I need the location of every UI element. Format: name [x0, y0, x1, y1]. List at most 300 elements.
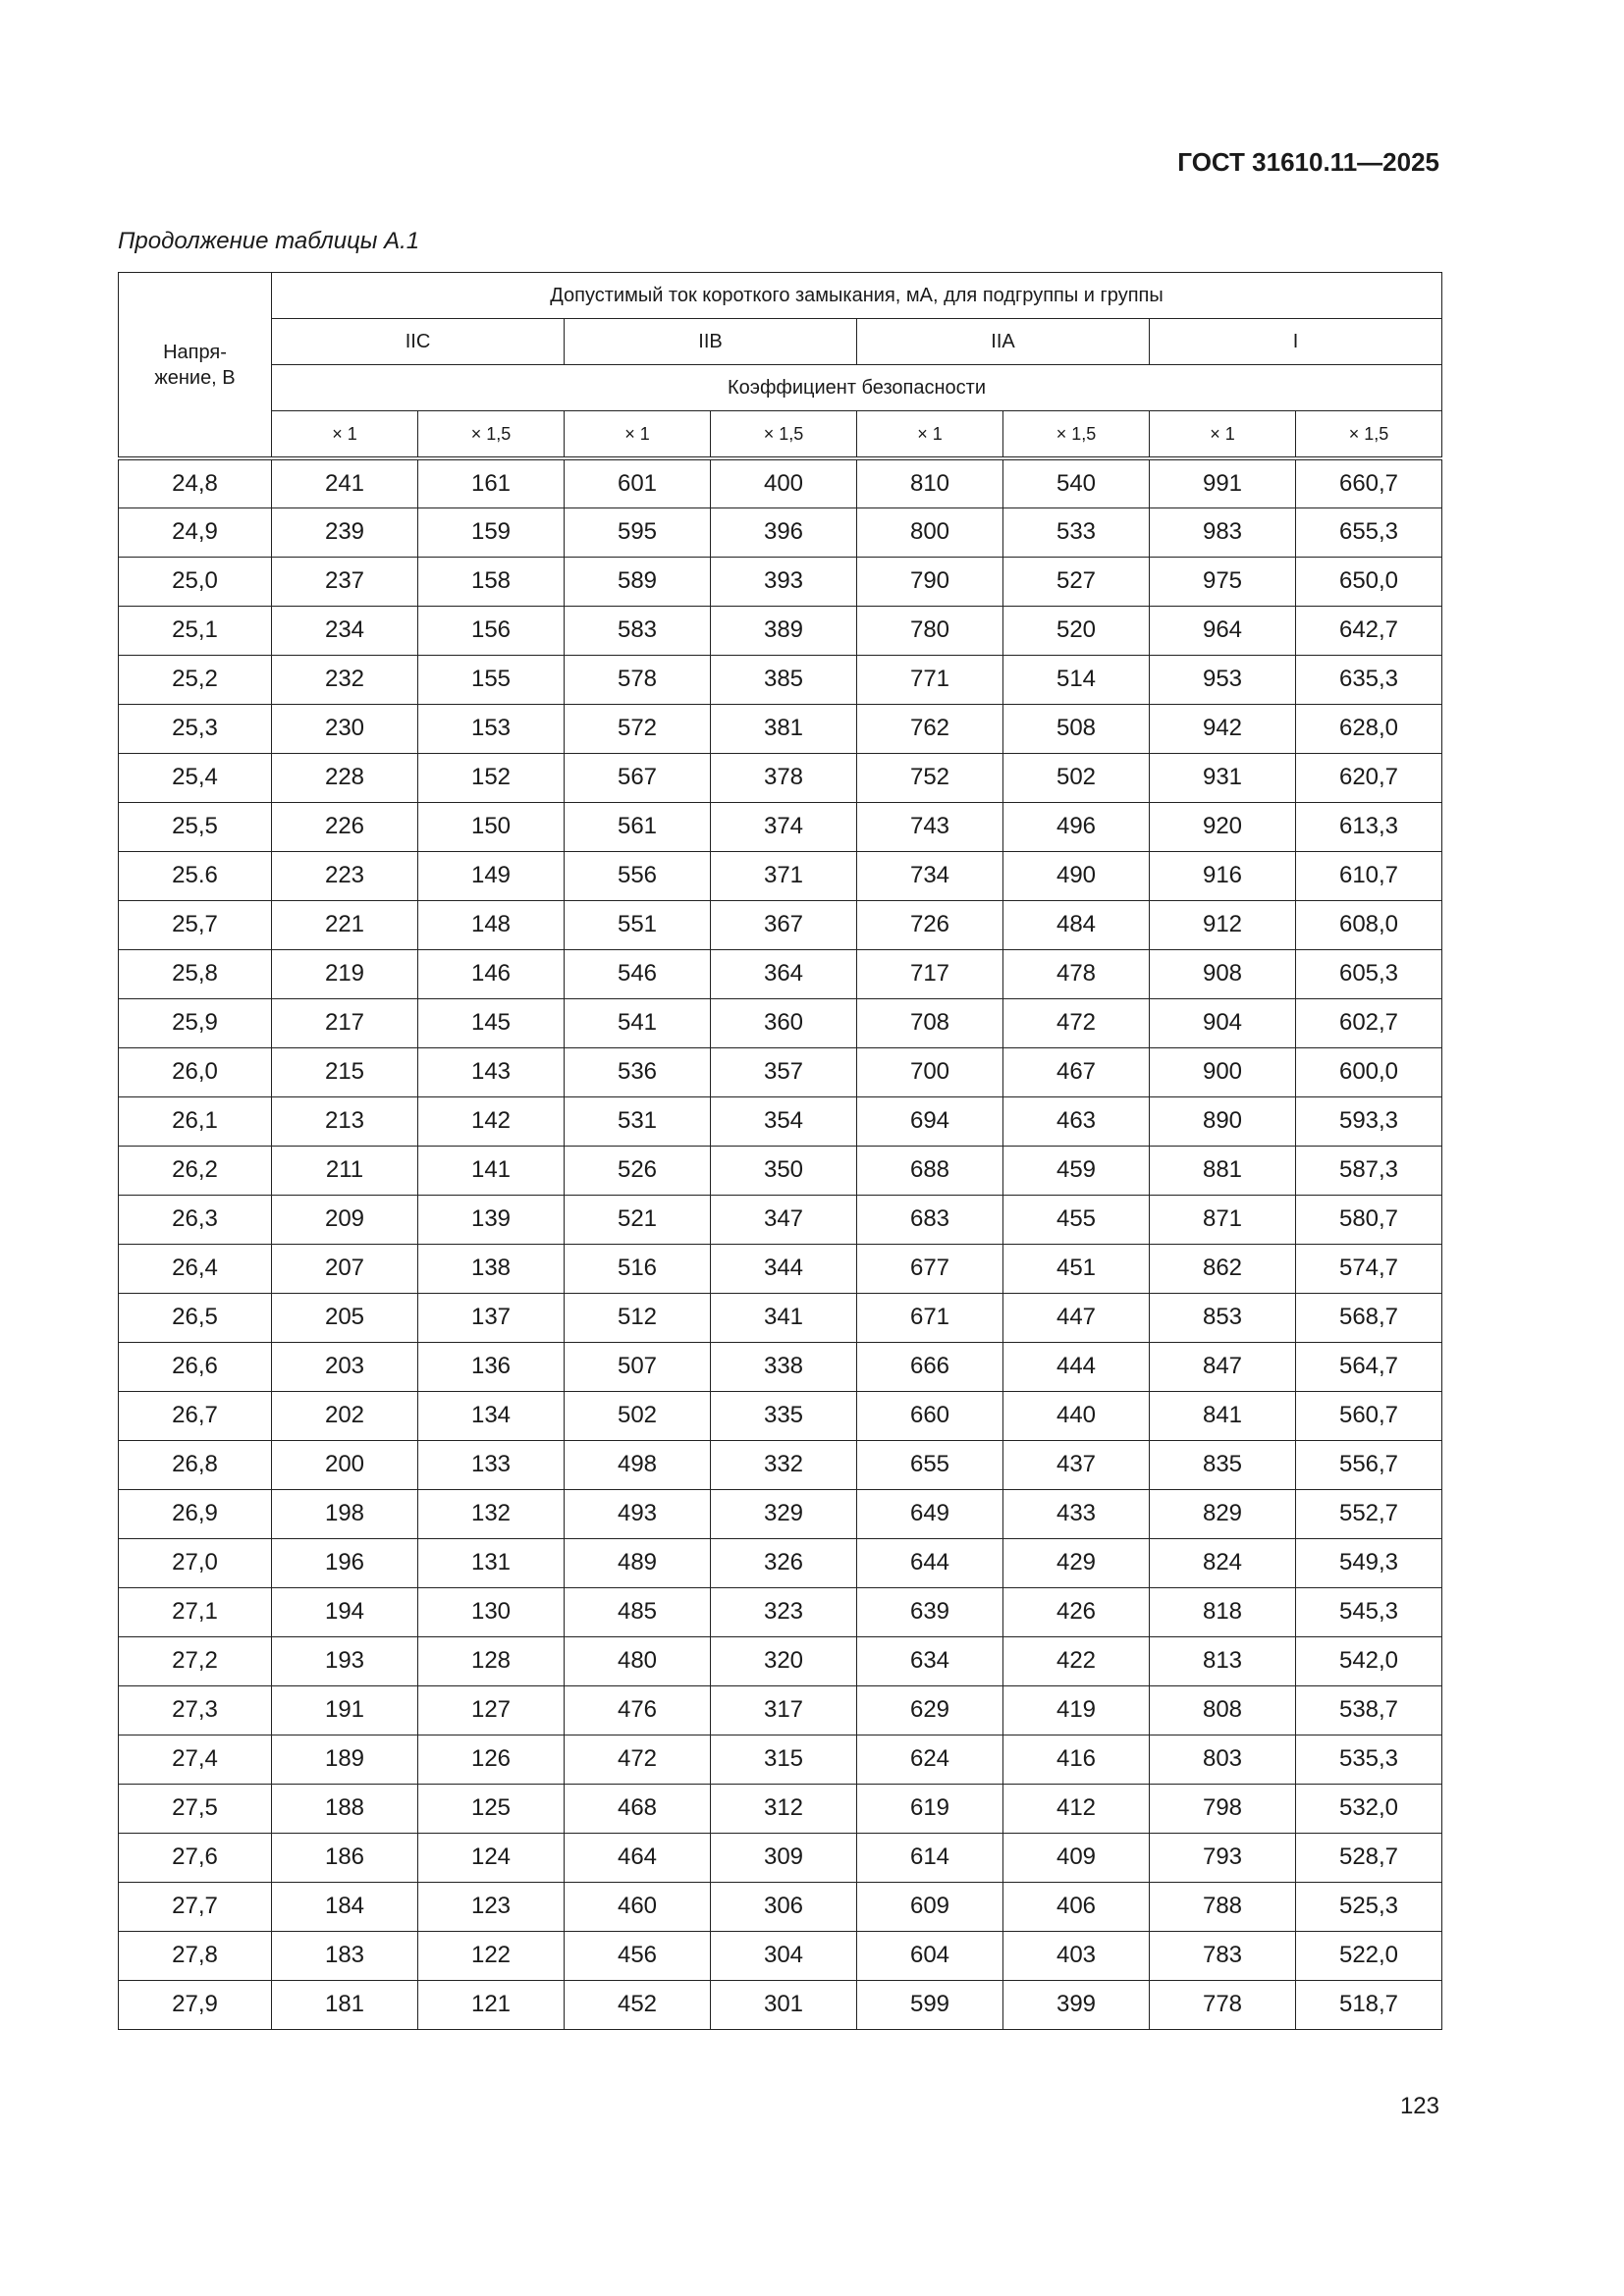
table-caption: Продолжение таблицы А.1	[118, 228, 420, 254]
current-cell: 191	[272, 1685, 418, 1735]
current-cell: 700	[857, 1047, 1003, 1096]
current-cell: 189	[272, 1735, 418, 1784]
current-cell: 194	[272, 1587, 418, 1636]
current-cell: 137	[418, 1293, 565, 1342]
current-cell: 493	[565, 1489, 711, 1538]
current-cell: 942	[1150, 704, 1296, 753]
current-cell: 556	[565, 851, 711, 900]
current-cell: 605,3	[1296, 949, 1442, 998]
current-cell: 671	[857, 1293, 1003, 1342]
current-cell: 552,7	[1296, 1489, 1442, 1538]
voltage-cell: 27,9	[119, 1980, 272, 2029]
table-row	[119, 507, 1442, 557]
voltage-cell: 27,3	[119, 1685, 272, 1735]
coefficient-label: × 1	[857, 411, 1003, 459]
current-cell: 881	[1150, 1146, 1296, 1195]
current-cell: 800	[857, 507, 1003, 557]
voltage-cell: 27,6	[119, 1833, 272, 1882]
current-cell: 444	[1003, 1342, 1150, 1391]
coefficient-label: × 1	[565, 411, 711, 459]
current-cell: 301	[711, 1980, 857, 2029]
current-cell: 683	[857, 1195, 1003, 1244]
coefficient-label: × 1,5	[1296, 411, 1442, 459]
current-cell: 490	[1003, 851, 1150, 900]
current-cell: 452	[565, 1980, 711, 2029]
table-row	[119, 949, 1442, 998]
table-row	[119, 900, 1442, 949]
current-cell: 788	[1150, 1882, 1296, 1931]
current-cell: 306	[711, 1882, 857, 1931]
current-cell: 620,7	[1296, 753, 1442, 802]
voltage-cell: 25.6	[119, 851, 272, 900]
table-row	[119, 1293, 1442, 1342]
current-cell: 226	[272, 802, 418, 851]
current-cell: 385	[711, 655, 857, 704]
current-cell: 639	[857, 1587, 1003, 1636]
voltage-cell: 27,4	[119, 1735, 272, 1784]
current-cell: 234	[272, 606, 418, 655]
voltage-header-line2: жение, В	[154, 366, 236, 389]
current-cell: 545,3	[1296, 1587, 1442, 1636]
current-cell: 193	[272, 1636, 418, 1685]
current-cell: 460	[565, 1882, 711, 1931]
current-cell: 205	[272, 1293, 418, 1342]
current-cell: 156	[418, 606, 565, 655]
current-cell: 514	[1003, 655, 1150, 704]
current-cell: 975	[1150, 557, 1296, 606]
current-cell: 516	[565, 1244, 711, 1293]
current-cell: 824	[1150, 1538, 1296, 1587]
current-cell: 507	[565, 1342, 711, 1391]
current-cell: 916	[1150, 851, 1296, 900]
current-cell: 660	[857, 1391, 1003, 1440]
current-cell: 614	[857, 1833, 1003, 1882]
current-cell: 587,3	[1296, 1146, 1442, 1195]
current-cell: 440	[1003, 1391, 1150, 1440]
current-cell: 542,0	[1296, 1636, 1442, 1685]
current-cell: 403	[1003, 1931, 1150, 1980]
current-cell: 635,3	[1296, 655, 1442, 704]
current-cell: 518,7	[1296, 1980, 1442, 2029]
current-cell: 480	[565, 1636, 711, 1685]
voltage-cell: 26,3	[119, 1195, 272, 1244]
current-cell: 223	[272, 851, 418, 900]
table-row	[119, 1685, 1442, 1735]
current-cell: 567	[565, 753, 711, 802]
current-cell: 813	[1150, 1636, 1296, 1685]
current-cell: 472	[565, 1735, 711, 1784]
current-cell: 211	[272, 1146, 418, 1195]
document-code: ГОСТ 31610.11—2025	[1177, 147, 1439, 177]
current-cell: 350	[711, 1146, 857, 1195]
current-cell: 459	[1003, 1146, 1150, 1195]
current-cell: 467	[1003, 1047, 1150, 1096]
current-cell: 209	[272, 1195, 418, 1244]
current-cell: 217	[272, 998, 418, 1047]
current-cell: 810	[857, 458, 1003, 507]
current-cell: 561	[565, 802, 711, 851]
current-cell: 580,7	[1296, 1195, 1442, 1244]
current-cell: 364	[711, 949, 857, 998]
current-cell: 429	[1003, 1538, 1150, 1587]
current-cell: 127	[418, 1685, 565, 1735]
voltage-cell: 27,7	[119, 1882, 272, 1931]
current-cell: 628,0	[1296, 704, 1442, 753]
current-cell: 538,7	[1296, 1685, 1442, 1735]
current-cell: 912	[1150, 900, 1296, 949]
voltage-cell: 25,1	[119, 606, 272, 655]
current-cell: 447	[1003, 1293, 1150, 1342]
current-cell: 609	[857, 1882, 1003, 1931]
current-cell: 396	[711, 507, 857, 557]
current-cell: 378	[711, 753, 857, 802]
current-cell: 541	[565, 998, 711, 1047]
voltage-cell: 24,9	[119, 507, 272, 557]
current-cell: 610,7	[1296, 851, 1442, 900]
current-cell: 155	[418, 655, 565, 704]
current-cell: 341	[711, 1293, 857, 1342]
current-cell: 354	[711, 1096, 857, 1146]
current-cell: 161	[418, 458, 565, 507]
current-cell: 456	[565, 1931, 711, 1980]
current-cell: 829	[1150, 1489, 1296, 1538]
current-cell: 808	[1150, 1685, 1296, 1735]
current-cell: 360	[711, 998, 857, 1047]
table-row	[119, 1440, 1442, 1489]
current-cell: 688	[857, 1146, 1003, 1195]
current-cell: 371	[711, 851, 857, 900]
current-cell: 146	[418, 949, 565, 998]
current-cell: 122	[418, 1931, 565, 1980]
current-cell: 619	[857, 1784, 1003, 1833]
current-cell: 546	[565, 949, 711, 998]
current-cell: 904	[1150, 998, 1296, 1047]
current-cell: 124	[418, 1833, 565, 1882]
page-number: 123	[1399, 2093, 1439, 2119]
current-cell: 890	[1150, 1096, 1296, 1146]
current-cell: 599	[857, 1980, 1003, 2029]
current-cell: 406	[1003, 1882, 1150, 1931]
current-cell: 666	[857, 1342, 1003, 1391]
current-cell: 239	[272, 507, 418, 557]
current-cell: 783	[1150, 1931, 1296, 1980]
data-table	[118, 272, 1442, 2030]
current-cell: 455	[1003, 1195, 1150, 1244]
current-cell: 200	[272, 1440, 418, 1489]
current-cell: 422	[1003, 1636, 1150, 1685]
current-cell: 315	[711, 1735, 857, 1784]
current-cell: 589	[565, 557, 711, 606]
group-header-iia: IIA	[857, 319, 1150, 365]
current-cell: 323	[711, 1587, 857, 1636]
current-cell: 309	[711, 1833, 857, 1882]
current-cell: 717	[857, 949, 1003, 998]
current-cell: 574,7	[1296, 1244, 1442, 1293]
current-cell: 476	[565, 1685, 711, 1735]
current-cell: 207	[272, 1244, 418, 1293]
current-cell: 463	[1003, 1096, 1150, 1146]
current-cell: 841	[1150, 1391, 1296, 1440]
current-cell: 126	[418, 1735, 565, 1784]
current-cell: 489	[565, 1538, 711, 1587]
current-cell: 608,0	[1296, 900, 1442, 949]
current-cell: 803	[1150, 1735, 1296, 1784]
current-cell: 130	[418, 1587, 565, 1636]
current-cell: 536	[565, 1047, 711, 1096]
current-cell: 526	[565, 1146, 711, 1195]
current-cell: 412	[1003, 1784, 1150, 1833]
current-cell: 230	[272, 704, 418, 753]
current-cell: 133	[418, 1440, 565, 1489]
current-cell: 416	[1003, 1735, 1150, 1784]
current-cell: 583	[565, 606, 711, 655]
table-row	[119, 1096, 1442, 1146]
current-cell: 991	[1150, 458, 1296, 507]
current-cell: 624	[857, 1735, 1003, 1784]
current-cell: 496	[1003, 802, 1150, 851]
current-cell: 525,3	[1296, 1882, 1442, 1931]
voltage-header-line1: Напря-	[163, 341, 227, 363]
table-row	[119, 1931, 1442, 1980]
current-cell: 338	[711, 1342, 857, 1391]
current-cell: 655,3	[1296, 507, 1442, 557]
current-cell: 604	[857, 1931, 1003, 1980]
voltage-cell: 25,8	[119, 949, 272, 998]
table-row	[119, 1342, 1442, 1391]
voltage-cell: 27,8	[119, 1931, 272, 1980]
voltage-cell: 26,5	[119, 1293, 272, 1342]
current-cell: 136	[418, 1342, 565, 1391]
table-row	[119, 851, 1442, 900]
group-header-iic: IIC	[272, 319, 565, 365]
current-cell: 478	[1003, 949, 1150, 998]
current-cell: 540	[1003, 458, 1150, 507]
current-cell: 660,7	[1296, 458, 1442, 507]
current-cell: 798	[1150, 1784, 1296, 1833]
current-cell: 228	[272, 753, 418, 802]
voltage-cell: 26,2	[119, 1146, 272, 1195]
current-cell: 374	[711, 802, 857, 851]
table-row	[119, 1047, 1442, 1096]
current-cell: 399	[1003, 1980, 1150, 2029]
current-cell: 181	[272, 1980, 418, 2029]
current-cell: 734	[857, 851, 1003, 900]
current-cell: 433	[1003, 1489, 1150, 1538]
current-cell: 642,7	[1296, 606, 1442, 655]
table-row	[119, 606, 1442, 655]
current-cell: 560,7	[1296, 1391, 1442, 1440]
current-cell: 578	[565, 655, 711, 704]
current-cell: 793	[1150, 1833, 1296, 1882]
current-cell: 532,0	[1296, 1784, 1442, 1833]
voltage-cell: 25,3	[119, 704, 272, 753]
current-cell: 595	[565, 507, 711, 557]
current-cell: 464	[565, 1833, 711, 1882]
coefficient-label: × 1,5	[418, 411, 565, 459]
current-cell: 145	[418, 998, 565, 1047]
table-row	[119, 998, 1442, 1047]
current-cell: 221	[272, 900, 418, 949]
coefficient-header: Коэффициент безопасности	[272, 365, 1442, 411]
current-cell: 219	[272, 949, 418, 998]
voltage-cell: 26,9	[119, 1489, 272, 1538]
current-cell: 649	[857, 1489, 1003, 1538]
table-row	[119, 1833, 1442, 1882]
current-cell: 409	[1003, 1833, 1150, 1882]
current-cell: 485	[565, 1587, 711, 1636]
current-cell: 650,0	[1296, 557, 1442, 606]
voltage-cell: 24,8	[119, 458, 272, 507]
current-cell: 522,0	[1296, 1931, 1442, 1980]
current-cell: 655	[857, 1440, 1003, 1489]
current-cell: 139	[418, 1195, 565, 1244]
current-cell: 400	[711, 458, 857, 507]
table-row	[119, 1636, 1442, 1685]
table-row	[119, 1391, 1442, 1440]
current-cell: 512	[565, 1293, 711, 1342]
current-cell: 132	[418, 1489, 565, 1538]
current-cell: 549,3	[1296, 1538, 1442, 1587]
current-cell: 484	[1003, 900, 1150, 949]
voltage-cell: 27,5	[119, 1784, 272, 1833]
current-cell: 393	[711, 557, 857, 606]
current-cell: 502	[565, 1391, 711, 1440]
current-cell: 134	[418, 1391, 565, 1440]
current-cell: 142	[418, 1096, 565, 1146]
current-cell: 148	[418, 900, 565, 949]
table-row	[119, 557, 1442, 606]
current-cell: 232	[272, 655, 418, 704]
coefficient-label: × 1,5	[711, 411, 857, 459]
current-cell: 335	[711, 1391, 857, 1440]
current-cell: 320	[711, 1636, 857, 1685]
current-cell: 644	[857, 1538, 1003, 1587]
current-cell: 381	[711, 704, 857, 753]
voltage-cell: 26,6	[119, 1342, 272, 1391]
current-cell: 726	[857, 900, 1003, 949]
current-cell: 602,7	[1296, 998, 1442, 1047]
current-cell: 762	[857, 704, 1003, 753]
current-cell: 186	[272, 1833, 418, 1882]
current-cell: 158	[418, 557, 565, 606]
current-cell: 508	[1003, 704, 1150, 753]
table-row	[119, 1980, 1442, 2029]
current-cell: 202	[272, 1391, 418, 1440]
current-cell: 329	[711, 1489, 857, 1538]
current-cell: 468	[565, 1784, 711, 1833]
current-cell: 121	[418, 1980, 565, 2029]
table-row	[119, 1735, 1442, 1784]
current-cell: 312	[711, 1784, 857, 1833]
current-cell: 520	[1003, 606, 1150, 655]
current-cell: 123	[418, 1882, 565, 1931]
current-cell: 326	[711, 1538, 857, 1587]
voltage-cell: 25,9	[119, 998, 272, 1047]
table-row	[119, 1489, 1442, 1538]
current-cell: 367	[711, 900, 857, 949]
current-cell: 188	[272, 1784, 418, 1833]
current-cell: 778	[1150, 1980, 1296, 2029]
table-header	[119, 273, 1442, 459]
current-cell: 953	[1150, 655, 1296, 704]
current-cell: 593,3	[1296, 1096, 1442, 1146]
current-cell: 184	[272, 1882, 418, 1931]
current-cell: 347	[711, 1195, 857, 1244]
current-cell: 572	[565, 704, 711, 753]
current-cell: 150	[418, 802, 565, 851]
current-cell: 149	[418, 851, 565, 900]
table-row	[119, 802, 1442, 851]
current-cell: 931	[1150, 753, 1296, 802]
current-cell: 472	[1003, 998, 1150, 1047]
current-cell: 752	[857, 753, 1003, 802]
current-cell: 871	[1150, 1195, 1296, 1244]
table-row	[119, 458, 1442, 507]
current-cell: 790	[857, 557, 1003, 606]
current-cell: 527	[1003, 557, 1150, 606]
current-cell: 818	[1150, 1587, 1296, 1636]
current-cell: 551	[565, 900, 711, 949]
coefficient-label: × 1	[1150, 411, 1296, 459]
voltage-cell: 25,2	[119, 655, 272, 704]
table-row	[119, 704, 1442, 753]
table-row	[119, 1244, 1442, 1293]
current-cell: 771	[857, 655, 1003, 704]
voltage-cell: 26,7	[119, 1391, 272, 1440]
voltage-cell: 26,1	[119, 1096, 272, 1146]
current-cell: 203	[272, 1342, 418, 1391]
current-cell: 533	[1003, 507, 1150, 557]
current-cell: 835	[1150, 1440, 1296, 1489]
current-cell: 198	[272, 1489, 418, 1538]
current-cell: 451	[1003, 1244, 1150, 1293]
current-cell: 131	[418, 1538, 565, 1587]
current-cell: 128	[418, 1636, 565, 1685]
current-cell: 600,0	[1296, 1047, 1442, 1096]
current-cell: 502	[1003, 753, 1150, 802]
current-cell: 183	[272, 1931, 418, 1980]
table-row	[119, 1882, 1442, 1931]
current-cell: 862	[1150, 1244, 1296, 1293]
current-cell: 528,7	[1296, 1833, 1442, 1882]
group-header-i: I	[1150, 319, 1442, 365]
voltage-cell: 25,5	[119, 802, 272, 851]
main-header: Допустимый ток короткого замыкания, мА, для подгруппы и группы	[272, 273, 1442, 319]
current-cell: 900	[1150, 1047, 1296, 1096]
current-cell: 357	[711, 1047, 857, 1096]
group-header-iib: IIB	[565, 319, 857, 365]
current-cell: 634	[857, 1636, 1003, 1685]
current-cell: 908	[1150, 949, 1296, 998]
current-cell: 568,7	[1296, 1293, 1442, 1342]
table-body	[119, 458, 1442, 2029]
current-cell: 847	[1150, 1342, 1296, 1391]
voltage-cell: 26,0	[119, 1047, 272, 1096]
table-row	[119, 1784, 1442, 1833]
voltage-header	[119, 273, 272, 459]
current-cell: 196	[272, 1538, 418, 1587]
table-row	[119, 1538, 1442, 1587]
table-row	[119, 655, 1442, 704]
current-cell: 677	[857, 1244, 1003, 1293]
current-cell: 601	[565, 458, 711, 507]
current-cell: 694	[857, 1096, 1003, 1146]
current-cell: 983	[1150, 507, 1296, 557]
coefficient-label: × 1,5	[1003, 411, 1150, 459]
current-cell: 317	[711, 1685, 857, 1735]
voltage-cell: 25,0	[119, 557, 272, 606]
current-cell: 141	[418, 1146, 565, 1195]
